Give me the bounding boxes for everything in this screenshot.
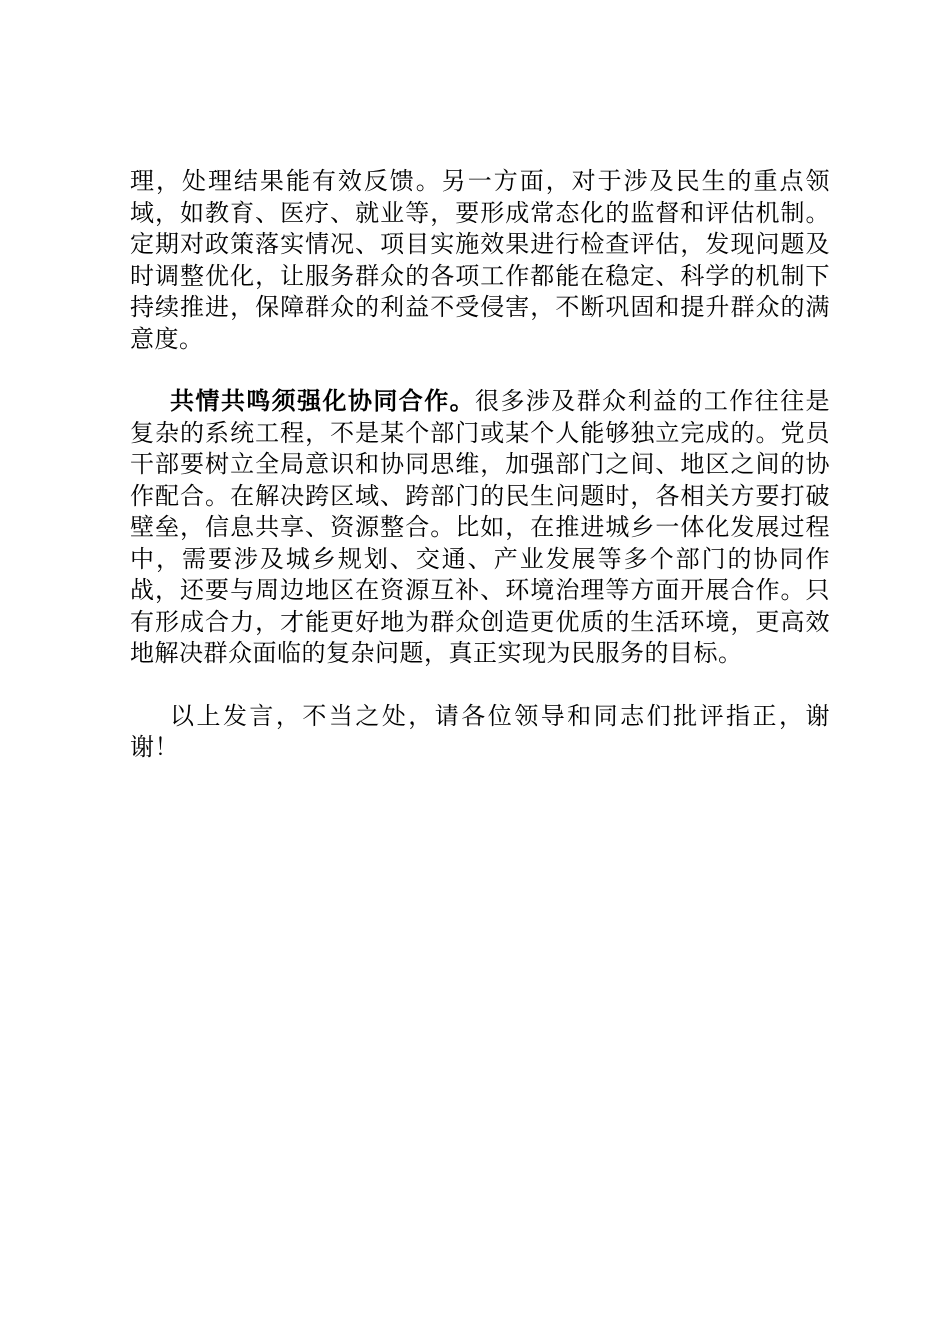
paragraph-text: 以上发言，不当之处，请各位领导和同志们批评指正，谢谢！: [130, 701, 830, 761]
paragraph-continuation: [130, 166, 830, 355]
document-body: [130, 166, 830, 795]
paragraph-text: 很多涉及群众利益的工作往往是复杂的系统工程，不是某个部门或某个人能够独立完成的。党员干部要树立全局意识和协同思维，加强部门之间、地区之间的协作配合。在解决跨区域、跨部门的民生问题时，各相关方要打破壁垒，信息共享、资源整合。比如，在推进城乡一体化发展过程中，需要涉及城乡规划、交通、产业发展等多个部门的协同作战，还要与周边地区在资源互补、环境治理等方面开展合作。只有形成合力，才能更好地为群众创造更优质的生活环境，更高效地解决群众面临的复杂问题，真正实现为民服务的目标。: [130, 387, 831, 667]
paragraph-text: 理，处理结果能有效反馈。另一方面，对于涉及民生的重点领域，如教育、医疗、就业等，要形成常态化的监督和评估机制。定期对政策落实情况、项目实施效果进行检查评估，发现问题及时调整优化，让服务群众的各项工作都能在稳定、科学的机制下持续推进，保障群众的利益不受侵害，不断巩固和提升群众的满意度。: [130, 167, 830, 353]
paragraph-collaboration: [130, 386, 830, 670]
paragraph-closing: [130, 701, 830, 764]
paragraph-heading: 共情共鸣须强化协同合作。: [170, 387, 476, 415]
